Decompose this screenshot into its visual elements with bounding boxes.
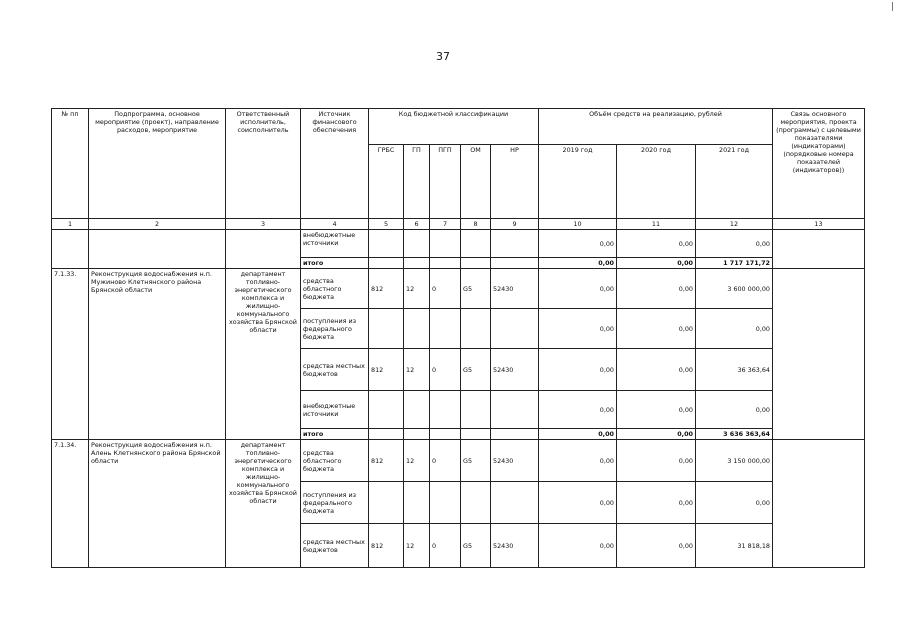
header-2020: 2020 год (617, 145, 696, 219)
source-label: внебюджетные источники (301, 230, 369, 258)
cell-nr: 52430 (491, 269, 539, 309)
col-number: 4 (301, 219, 369, 230)
value-2020: 0,00 (617, 482, 696, 524)
value-2019: 0,00 (539, 349, 617, 391)
col-number: 6 (404, 219, 430, 230)
col-number: 12 (696, 219, 773, 230)
item-name: Реконструкция водоснабжения н.п. Мужиново Клетнянского района Брянской области (89, 269, 226, 440)
cell-gp (404, 230, 430, 258)
value-2019: 0,00 (539, 440, 617, 482)
cell-om: G5 (461, 524, 491, 568)
cell-grbs (369, 258, 404, 269)
col-number: 3 (226, 219, 301, 230)
cell-om: G5 (461, 440, 491, 482)
header-om: ОМ (461, 145, 491, 219)
header-nr: НР (491, 145, 539, 219)
header-indicators: Связь основного мероприятия, проекта (программы) с целевыми показателями (индикаторами) (порядковые номера показателей (индикаторов)) (773, 109, 865, 219)
cell-gp (404, 309, 430, 349)
header-2021: 2021 год (696, 145, 773, 219)
cell-indicators (773, 230, 865, 269)
cell-grbs (369, 230, 404, 258)
cell-pgp (430, 429, 461, 440)
value-2020: 0,00 (617, 349, 696, 391)
value-2020: 0,00 (617, 269, 696, 309)
cell-pgp (430, 309, 461, 349)
value-2020: 0,00 (617, 524, 696, 568)
value-2020: 0,00 (617, 309, 696, 349)
cell-pgp (430, 230, 461, 258)
cell-pgp: 0 (430, 349, 461, 391)
cell-nr (491, 309, 539, 349)
col-number: 7 (430, 219, 461, 230)
cell-pgp: 0 (430, 440, 461, 482)
value-2021: 0,00 (696, 309, 773, 349)
total-2020: 0,00 (617, 258, 696, 269)
cell-gp: 12 (404, 524, 430, 568)
source-label: средства местных бюджетов (301, 524, 369, 568)
page-number: 37 (436, 50, 450, 63)
cell-nr (491, 230, 539, 258)
value-2020: 0,00 (617, 391, 696, 429)
value-2021: 0,00 (696, 230, 773, 258)
cell-grbs (369, 429, 404, 440)
cell-gp: 12 (404, 349, 430, 391)
cell-om (461, 309, 491, 349)
total-2019: 0,00 (539, 258, 617, 269)
total-label: итого (301, 429, 369, 440)
cell-gp: 12 (404, 269, 430, 309)
cell-gp (404, 482, 430, 524)
cell-om (461, 429, 491, 440)
cell-grbs (369, 391, 404, 429)
cell-nr: 52430 (491, 440, 539, 482)
value-2021: 3 600 000,00 (696, 269, 773, 309)
cell-empty (226, 230, 301, 269)
source-label: средства областного бюджета (301, 440, 369, 482)
cell-empty (52, 230, 89, 269)
cell-grbs (369, 309, 404, 349)
cell-om: G5 (461, 269, 491, 309)
cell-indicators (773, 440, 865, 568)
header-gp: ГП (404, 145, 430, 219)
cell-grbs: 812 (369, 269, 404, 309)
cell-om (461, 230, 491, 258)
value-2020: 0,00 (617, 440, 696, 482)
cell-om (461, 258, 491, 269)
cell-om (461, 391, 491, 429)
value-2020: 0,00 (617, 230, 696, 258)
value-2019: 0,00 (539, 482, 617, 524)
cell-nr: 52430 (491, 524, 539, 568)
cell-gp: 12 (404, 440, 430, 482)
col-number: 9 (491, 219, 539, 230)
cell-grbs: 812 (369, 524, 404, 568)
edge-mark (892, 2, 893, 11)
cell-gp (404, 429, 430, 440)
header-source: Источник финансового обеспечения (301, 109, 369, 219)
value-2019: 0,00 (539, 230, 617, 258)
value-2019: 0,00 (539, 309, 617, 349)
header-grbs: ГРБС (369, 145, 404, 219)
header-executor: Ответственный исполнитель, соисполнитель (226, 109, 301, 219)
total-2020: 0,00 (617, 429, 696, 440)
cell-om: G5 (461, 349, 491, 391)
col-number: 1 (52, 219, 89, 230)
source-label: средства областного бюджета (301, 269, 369, 309)
item-number: 7.1.34. (52, 440, 89, 568)
source-label: внебюджетные источники (301, 391, 369, 429)
item-name: Реконструкция водоснабжения н.п. Алень Клетнянского района Брянской области (89, 440, 226, 568)
source-label: средства местных бюджетов (301, 349, 369, 391)
cell-om (461, 482, 491, 524)
cell-pgp: 0 (430, 524, 461, 568)
value-2021: 3 150 000,00 (696, 440, 773, 482)
header-pgp: ПГП (430, 145, 461, 219)
cell-empty (89, 230, 226, 269)
value-2021: 36 363,64 (696, 349, 773, 391)
col-number: 8 (461, 219, 491, 230)
source-label: поступления из федерального бюджета (301, 309, 369, 349)
item-executor: департамент топливно-энергетического комплекса и жилищно-коммунального хозяйства Брянской области (226, 440, 301, 568)
cell-nr (491, 391, 539, 429)
item-executor: департамент топливно-энергетического комплекса и жилищно-коммунального хозяйства Брянской области (226, 269, 301, 440)
header-num: № пп (52, 109, 89, 219)
cell-nr: 52430 (491, 349, 539, 391)
cell-grbs: 812 (369, 440, 404, 482)
value-2021: 0,00 (696, 482, 773, 524)
value-2019: 0,00 (539, 391, 617, 429)
col-number: 2 (89, 219, 226, 230)
cell-pgp: 0 (430, 269, 461, 309)
cell-grbs (369, 482, 404, 524)
cell-grbs: 812 (369, 349, 404, 391)
col-number: 5 (369, 219, 404, 230)
col-number: 13 (773, 219, 865, 230)
cell-nr (491, 429, 539, 440)
value-2021: 31 818,18 (696, 524, 773, 568)
cell-pgp (430, 482, 461, 524)
header-volume: Объём средств на реализацию, рублей (539, 109, 773, 145)
value-2019: 0,00 (539, 269, 617, 309)
total-2019: 0,00 (539, 429, 617, 440)
total-2021: 1 717 171,72 (696, 258, 773, 269)
cell-nr (491, 258, 539, 269)
cell-pgp (430, 258, 461, 269)
source-label: поступления из федерального бюджета (301, 482, 369, 524)
item-number: 7.1.33. (52, 269, 89, 440)
header-budget-code: Код бюджетной классификации (369, 109, 539, 145)
cell-gp (404, 391, 430, 429)
cell-nr (491, 482, 539, 524)
value-2019: 0,00 (539, 524, 617, 568)
cell-pgp (430, 391, 461, 429)
total-label: итого (301, 258, 369, 269)
cell-indicators (773, 269, 865, 440)
col-number: 10 (539, 219, 617, 230)
value-2021: 0,00 (696, 391, 773, 429)
col-number: 11 (617, 219, 696, 230)
total-2021: 3 636 363,64 (696, 429, 773, 440)
cell-gp (404, 258, 430, 269)
budget-table (51, 108, 865, 568)
header-subprogram: Подпрограмма, основное мероприятие (проект), направление расходов, мероприятие (89, 109, 226, 219)
header-2019: 2019 год (539, 145, 617, 219)
